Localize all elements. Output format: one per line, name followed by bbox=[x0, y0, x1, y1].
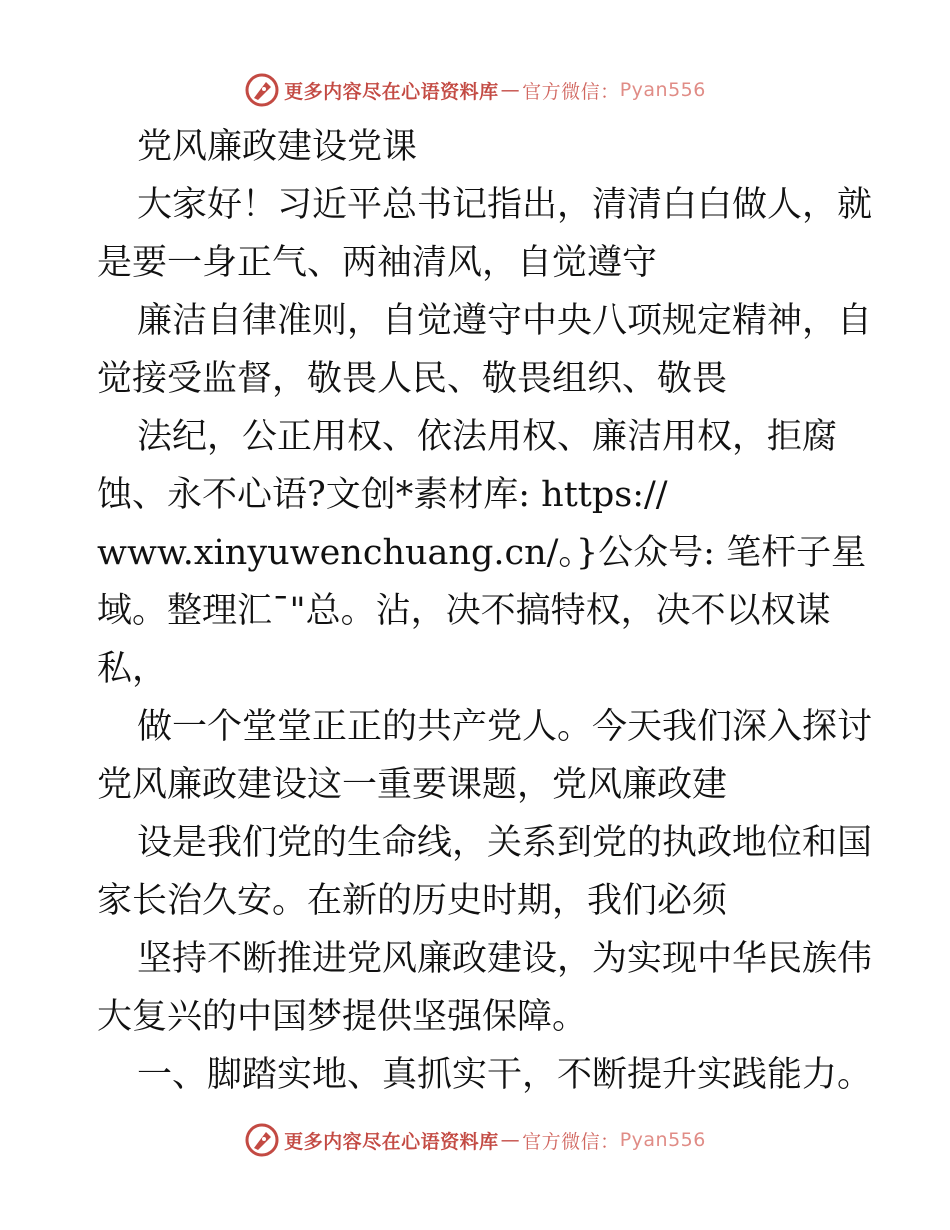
pen-tip-logo-icon bbox=[244, 1122, 280, 1158]
watermark-contact-label: 官方微信： bbox=[522, 1130, 620, 1153]
text-line: 设是我们党的生命线，关系到党的执政地位和国 bbox=[137, 823, 873, 863]
text-line: 做一个堂堂正正的共产党人。今天我们深入探讨 bbox=[137, 707, 873, 747]
watermark-contact-id: Pyan556 bbox=[619, 1129, 706, 1151]
watermark-contact-id: Pyan556 bbox=[619, 79, 706, 101]
text-line: 一、脚踏实地、真抓实干，不断提升实践能力。 bbox=[137, 1055, 873, 1095]
text-line: 大复兴的中国梦提供坚强保障。 bbox=[97, 997, 588, 1037]
text-line: 私， bbox=[97, 649, 168, 689]
footer-watermark bbox=[0, 1120, 950, 1160]
header-watermark bbox=[0, 70, 950, 110]
text-line: 坚持不断推进党风廉政建设，为实现中华民族伟 bbox=[137, 939, 873, 979]
document-body bbox=[97, 118, 873, 1104]
watermark-separator: — bbox=[500, 1129, 521, 1151]
text-line: 家长治久安。在新的历史时期，我们必须 bbox=[97, 881, 728, 921]
text-line: 廉洁自律准则，自觉遵守中央八项规定精神，自 bbox=[137, 301, 873, 341]
text-line: www.xinyuwenchuang.cn/。}公众号: 笔杆子星 bbox=[97, 533, 867, 573]
text-line: 党风廉政建设这一重要课题，党风廉政建 bbox=[97, 765, 728, 805]
document-title: 党风廉政建设党课 bbox=[137, 127, 418, 167]
text-line: 蚀、永不心语?文创*素材库: https:// bbox=[97, 475, 668, 515]
watermark-separator: — bbox=[500, 79, 521, 101]
text-line: 大家好！习近平总书记指出，清清白白做人，就 bbox=[137, 185, 873, 225]
text-line: 是要一身正气、两袖清风，自觉遵守 bbox=[97, 243, 658, 283]
watermark-site-text: 更多内容尽在心语资料库 bbox=[284, 80, 499, 103]
watermark-contact-label: 官方微信： bbox=[522, 80, 620, 103]
text-line: 法纪，公正用权、依法用权、廉洁用权，拒腐 bbox=[137, 417, 838, 457]
text-line: 觉接受监督，敬畏人民、敬畏组织、敬畏 bbox=[97, 359, 728, 399]
text-line: 域。整理汇¯"总。沾，决不搞特权，决不以权谋 bbox=[97, 591, 831, 631]
pen-tip-logo-icon bbox=[244, 72, 280, 108]
watermark-site-text: 更多内容尽在心语资料库 bbox=[284, 1130, 499, 1153]
